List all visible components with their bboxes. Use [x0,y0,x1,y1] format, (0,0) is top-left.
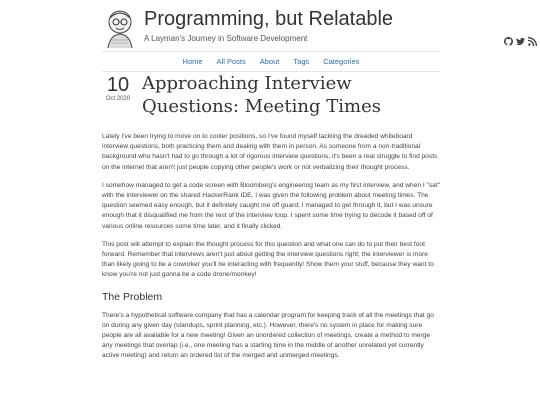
main-nav [102,51,440,72]
site-subtitle: A Layman's Journey in Software Development [144,34,308,43]
social-links [504,33,537,42]
post-date [102,74,134,103]
post-title: Approaching Interview Questions: Meeting Times [142,73,381,117]
site-title[interactable]: Programming, but Relatable [144,8,394,30]
avatar[interactable] [102,8,138,48]
twitter-icon[interactable] [516,33,525,42]
nav-all-posts[interactable]: All Posts [216,57,246,66]
nav-about[interactable]: About [259,57,280,66]
post-date-day: 10 [106,74,130,96]
rss-icon[interactable] [528,33,537,42]
section-heading: The Problem [102,290,163,303]
post-paragraph: I somehow managed to get a code screen with Bloomberg's engineering team as my first interview, and when I "sat" with the interviewer on the shared HackerRank IDE, I was given the following problem about meeting times. The question seemed easy enough, but it definitely caught me off guard; I managed to get through it, but I was unsure enough that it disqualified me from the rest of the interview loop. I spent some time trying to decode it based off of various online resources some time later, and it finally clicked. [102,181,441,230]
nav-categories[interactable]: Categories [323,57,360,66]
site-header [102,8,442,48]
post-paragraph: There's a hypothetical software company that has a calendar program for keeping track of all the meetings that go on during any given day (standups, sprint planning, etc.). However, there's no system in place for making sure people are all available for a new meeting! Given an unordered collection of meetings, create a method to merge any meetings that overlap (i.e., one meeting has a starting time in the middle of another unrelated yet currently active meeting) and return an ordered list of the merged and unmerged meetings. [102,311,434,360]
post-paragraph: This post will attempt to explain the thought process for this question and what one can do to put their best foot forward. Remember that interviews aren't just about getting the interview questions right; the interviewer is more than likely going to be a coworker you'll be interacting with frequently! Show them your stuff, because they want to know you're not just gonna be a code drone/monkey! [102,240,434,279]
nav-home[interactable]: Home [182,57,203,66]
nav-tags[interactable]: Tags [293,57,310,66]
post-content [102,132,440,370]
post-date-month: Oct 2020 [105,96,131,102]
github-icon[interactable] [504,33,513,42]
post-paragraph: Lately I've been trying to move on to cooler positions, so I've found myself tackling the dreaded whiteboard interview questions, both practicing them and dealing with them in person. As someone from a non-traditional background who hasn't had to go through a lot of rigorous interview questions, it's been a real struggle to find posts on the internet that aren't just people copying other people's work or not verbalizing their thought process. [102,133,438,171]
